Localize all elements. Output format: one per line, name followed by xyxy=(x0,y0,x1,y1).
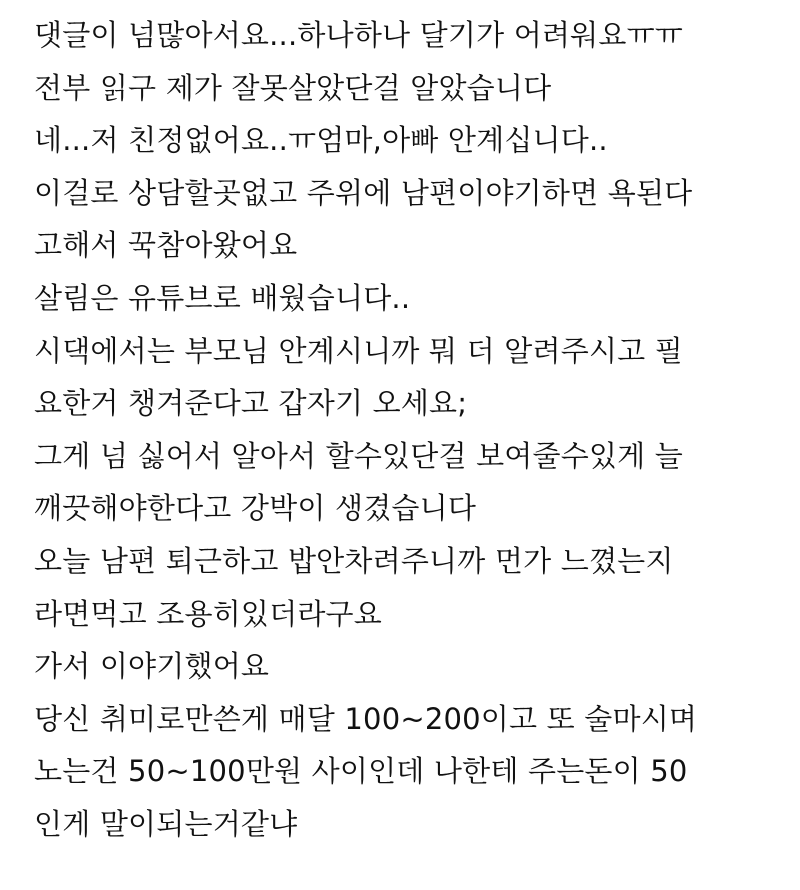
post-text-line: 전부 읽구 제가 잘못살았단걸 알았습니다 xyxy=(34,70,552,105)
post-text-line: 인게 말이되는거같냐 xyxy=(34,806,298,841)
post-text-line: 깨끗해야한다고 강박이 생겼습니다 xyxy=(34,491,477,526)
post-text-line: 댓글이 넘많아서요...하나하나 달기가 어려워요ㅠㅠ xyxy=(34,18,684,52)
post-text-line: 당신 취미로만쓴게 매달 100~200이고 또 술마시며 xyxy=(34,701,698,736)
post-body-text xyxy=(34,9,780,851)
post-text-line: 노는건 50~100만원 사이인데 나한테 주는돈이 50 xyxy=(34,754,688,789)
post-text-line: 요한거 챙겨준다고 갑자기 오세요; xyxy=(34,386,468,421)
post-text-line: 고해서 꾹참아왔어요 xyxy=(34,228,298,263)
post-text-line: 그게 넘 싫어서 알아서 할수있단걸 보여줄수있게 늘 xyxy=(34,438,684,473)
post-text-line: 네...저 친정없어요..ㅠ엄마,아빠 안계십니다.. xyxy=(34,123,608,158)
post-text-line: 살림은 유튜브로 배웠습니다.. xyxy=(34,280,411,315)
post-text-line: 이걸로 상담할곳없고 주위에 남편이야기하면 욕된다 xyxy=(34,175,693,210)
post-text-line: 가서 이야기했어요 xyxy=(34,649,270,684)
post-text-line: 라면먹고 조용히있더라구요 xyxy=(34,596,382,631)
post-text-line: 시댁에서는 부모님 안계시니까 뭐 더 알려주시고 필 xyxy=(34,333,684,368)
post-text-line: 오늘 남편 퇴근하고 밥안차려주니까 먼가 느꼈는지 xyxy=(34,543,674,578)
